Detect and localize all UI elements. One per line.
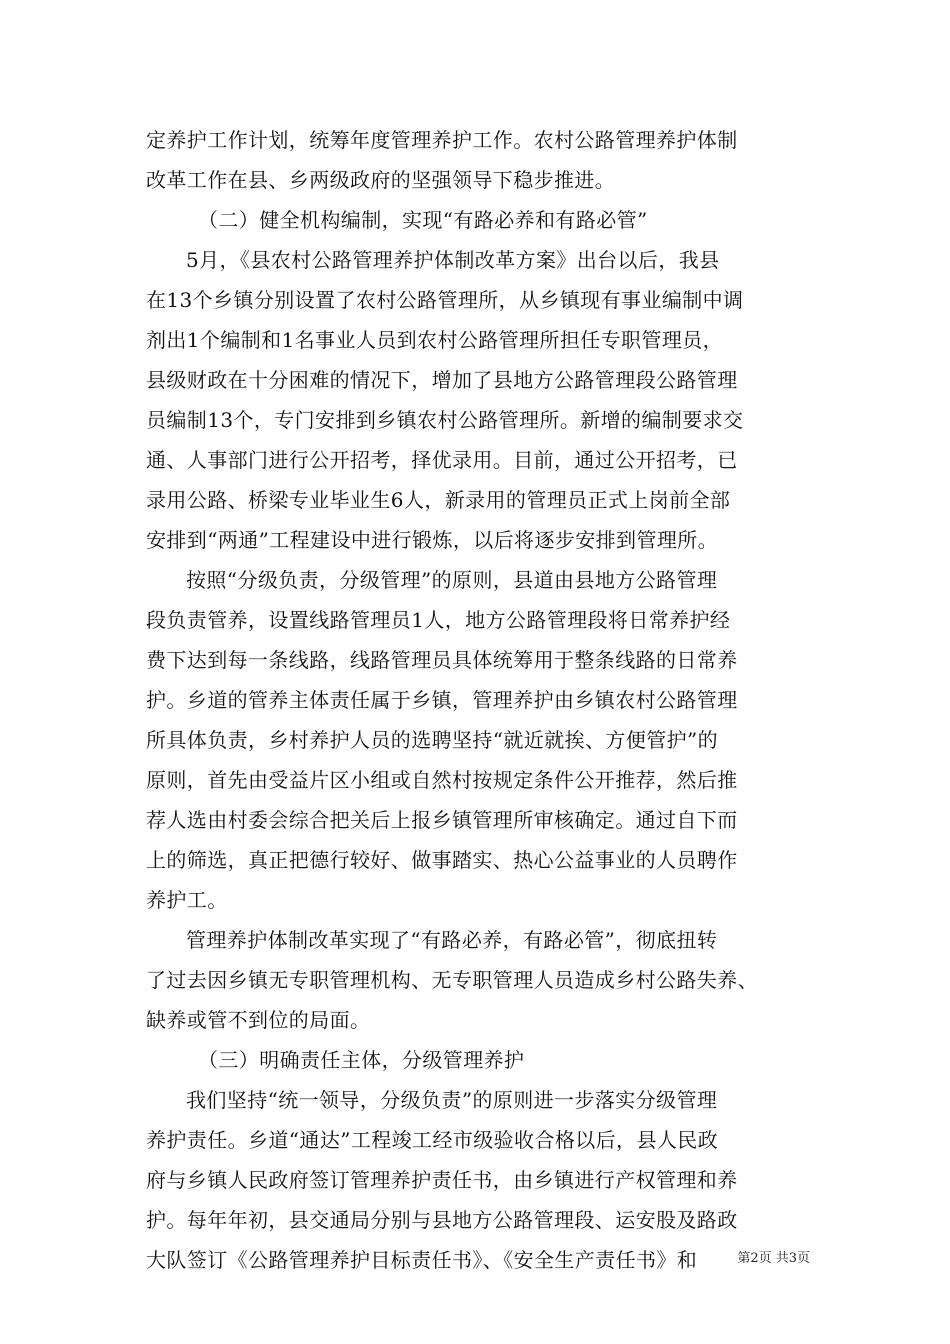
text-line: 按照“分级负责，分级管理”的原则，县道由县地方公路管理 bbox=[186, 568, 718, 592]
document-body bbox=[146, 120, 814, 1280]
text-line: 录用公路、桥梁专业毕业生6人，新录用的管理员正式上岗前全部 bbox=[146, 488, 731, 512]
text-line: 5月，《县农村公路管理养护体制改革方案》出台以后，我县 bbox=[186, 248, 720, 272]
text-line: 县级财政在十分困难的情况下，增加了县地方公路管理段公路管理 bbox=[146, 368, 738, 392]
text-line: 安排到“两通”工程建设中进行锻炼，以后将逐步安排到管理所。 bbox=[146, 528, 719, 552]
text-line: 员编制13个，专门安排到乡镇农村公路管理所。新增的编制要求交 bbox=[146, 408, 744, 432]
text-line: 原则，首先由受益片区小组或自然村按规定条件公开推荐，然后推 bbox=[146, 768, 738, 792]
section-heading: （三）明确责任主体，分级管理养护 bbox=[198, 1048, 525, 1072]
text-line: 了过去因乡镇无专职管理机构、无专职管理人员造成乡村公路失养、 bbox=[146, 968, 758, 992]
text-line: 改革工作在县、乡两级政府的坚强领导下稳步推进。 bbox=[146, 168, 616, 192]
section-heading: （二）健全机构编制，实现“有路必养和有路必管” bbox=[198, 208, 648, 232]
text-line: 缺养或管不到位的局面。 bbox=[146, 1008, 371, 1032]
text-line: 剂出1个编制和1名事业人员到农村公路管理所担任专职管理员， bbox=[146, 328, 724, 352]
text-line: 段负责管养，设置线路管理员1人，地方公路管理段将日常养护经 bbox=[146, 608, 731, 632]
text-line: 费下达到每一条线路，线路管理员具体统筹用于整条线路的日常养 bbox=[146, 648, 738, 672]
text-line: 养护工。 bbox=[146, 888, 228, 912]
text-line: 在13个乡镇分别设置了农村公路管理所，从乡镇现有事业编制中调 bbox=[146, 288, 744, 312]
text-line: 大队签订《公路管理养护目标责任书》、《安全生产责任书》和 bbox=[146, 1248, 698, 1272]
page-number: 第2页 共3页 bbox=[737, 1251, 810, 1266]
text-line: 府与乡镇人民政府签订管理养护责任书，由乡镇进行产权管理和养 bbox=[146, 1168, 738, 1192]
text-line: 上的筛选，真正把德行较好、做事踏实、热心公益事业的人员聘作 bbox=[146, 848, 738, 872]
text-line: 我们坚持“统一领导，分级负责”的原则进一步落实分级管理 bbox=[186, 1088, 718, 1112]
text-line: 通、人事部门进行公开招考，择优录用。目前，通过公开招考，已 bbox=[146, 448, 738, 472]
text-line: 定养护工作计划，统筹年度管理养护工作。农村公路管理养护体制 bbox=[146, 128, 738, 152]
text-line: 荐人选由村委会综合把关后上报乡镇管理所审核确定。通过自下而 bbox=[146, 808, 738, 832]
text-line: 所具体负责，乡村养护人员的选聘坚持“就近就挨、方便管护”的 bbox=[146, 728, 719, 752]
text-line: 护。每年年初，县交通局分别与县地方公路管理段、运安股及路政 bbox=[146, 1208, 738, 1232]
text-line: 养护责任。乡道“通达”工程竣工经市级验收合格以后，县人民政 bbox=[146, 1128, 719, 1152]
text-line: 管理养护体制改革实现了“有路必养，有路必管”，彻底扭转 bbox=[186, 928, 718, 952]
text-line: 护。乡道的管养主体责任属于乡镇，管理养护由乡镇农村公路管理 bbox=[146, 688, 738, 712]
